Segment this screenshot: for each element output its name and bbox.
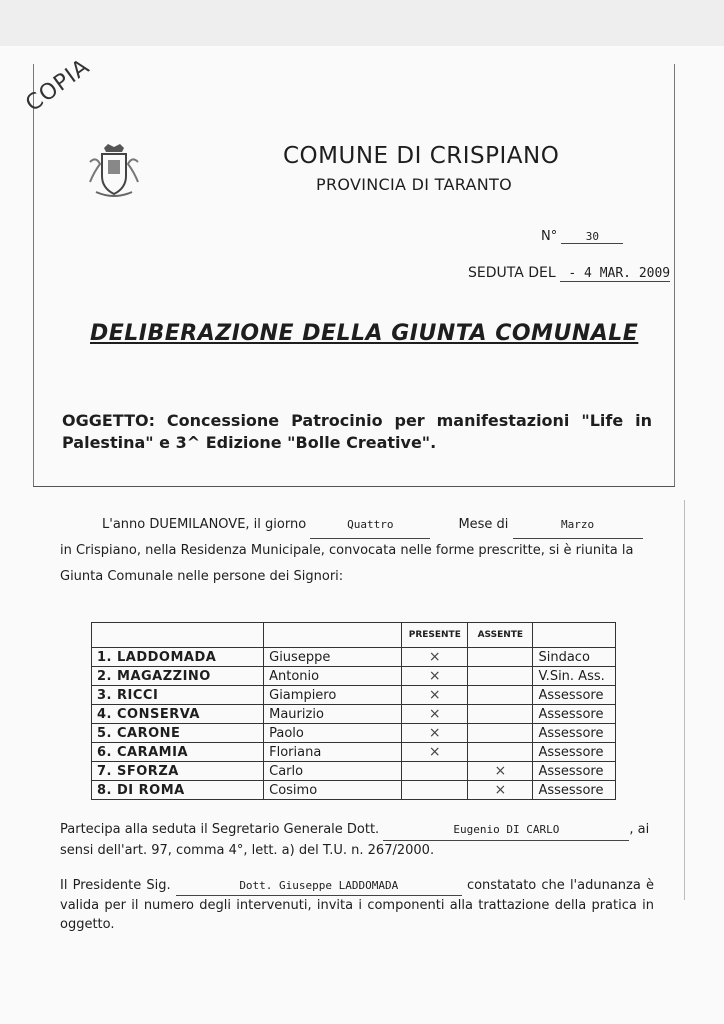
member-surname: 8. DI ROMA [92,781,264,800]
presidente-before: Il Presidente Sig. [60,878,171,893]
assente-mark [468,686,533,705]
mese-label: Mese di [458,517,509,532]
header-divider [33,486,675,487]
member-surname: 1. LADDOMADA [92,648,264,667]
presente-mark: × [402,724,468,743]
presente-mark: × [402,648,468,667]
assente-mark [468,743,533,762]
seduta-value: - 4 MAR. 2009 [560,266,670,282]
giunta-members-table [91,622,616,800]
presente-mark: × [402,705,468,724]
frame-left-border [33,64,34,486]
copia-stamp: COPIA [21,54,95,117]
provincia-subtitle: PROVINCIA DI TARANTO [316,175,512,194]
assente-mark [468,648,533,667]
member-role: Assessore [533,686,616,705]
segretario-name: Eugenio DI CARLO [383,820,629,841]
document-title: DELIBERAZIONE DELLA GIUNTA COMUNALE [90,321,639,346]
table-row [92,648,616,667]
assente-mark [468,724,533,743]
presente-mark: × [402,686,468,705]
intro-line-1 [60,512,654,539]
member-name: Floriana [264,743,402,762]
table-row [92,724,616,743]
member-role: Assessore [533,743,616,762]
numero-value: 30 [561,230,623,244]
member-role: Sindaco [533,648,616,667]
seduta-date [468,265,670,282]
member-surname: 2. MAGAZZINO [92,667,264,686]
presente-mark [402,762,468,781]
presidente-after: constatato che l'adunanza è valida per il numero degli intervenuti, invita i componenti alla trattazione della pratica in oggetto. [60,878,654,932]
header-cell [92,623,264,648]
member-role: Assessore [533,762,616,781]
member-name: Antonio [264,667,402,686]
header-presente: PRESENTE [402,623,468,648]
member-name: Giampiero [264,686,402,705]
table-header-row [92,623,616,648]
mese-value: Marzo [513,512,643,539]
table-row [92,781,616,800]
assente-mark: × [468,781,533,800]
scan-top-band [0,0,724,46]
presente-mark: × [402,667,468,686]
member-role: V.Sin. Ass. [533,667,616,686]
page-edge-line [684,500,685,900]
assente-mark [468,667,533,686]
delibera-number [541,229,623,244]
segretario-before: Partecipa alla seduta il Segretario Generale Dott. [60,822,380,837]
numero-label: N° [541,229,558,244]
intro-line-2: in Crispiano, nella Residenza Municipale, convocata nelle forme prescritte, si è riunita la [60,543,634,558]
assente-mark [468,705,533,724]
member-surname: 6. CARAMIA [92,743,264,762]
member-surname: 3. RICCI [92,686,264,705]
member-surname: 4. CONSERVA [92,705,264,724]
member-role: Assessore [533,781,616,800]
member-name: Giuseppe [264,648,402,667]
member-name: Paolo [264,724,402,743]
member-surname: 7. SFORZA [92,762,264,781]
member-name: Maurizio [264,705,402,724]
member-role: Assessore [533,724,616,743]
presidente-paragraph [60,876,654,934]
frame-right-border [674,64,675,486]
seduta-label: SEDUTA DEL [468,265,556,281]
segretario-after: , ai sensi dell'art. 97, comma 4°, lett. a) del T.U. n. 267/2000. [60,822,650,858]
comune-title: COMUNE DI CRISPIANO [283,143,560,169]
presente-mark: × [402,743,468,762]
presidente-name: Dott. Giuseppe LADDOMADA [176,876,462,896]
member-name: Carlo [264,762,402,781]
segretario-paragraph [60,820,654,861]
assente-mark: × [468,762,533,781]
table-row [92,667,616,686]
member-surname: 5. CARONE [92,724,264,743]
table-row [92,686,616,705]
table-row [92,743,616,762]
municipal-crest-icon [86,142,142,200]
giorno-value: Quattro [310,512,430,539]
table-row [92,705,616,724]
member-role: Assessore [533,705,616,724]
header-assente: ASSENTE [468,623,533,648]
presente-mark [402,781,468,800]
member-name: Cosimo [264,781,402,800]
table-row [92,762,616,781]
oggetto-text: OGGETTO: Concessione Patrocinio per manifestazioni "Life in Palestina" e 3^ Edizione "Bolle Creative". [62,411,652,452]
intro-line-3: Giunta Comunale nelle persone dei Signori: [60,569,344,584]
anno-text: L'anno DUEMILANOVE, il giorno [102,517,307,532]
header-cell [533,623,616,648]
header-cell [264,623,402,648]
